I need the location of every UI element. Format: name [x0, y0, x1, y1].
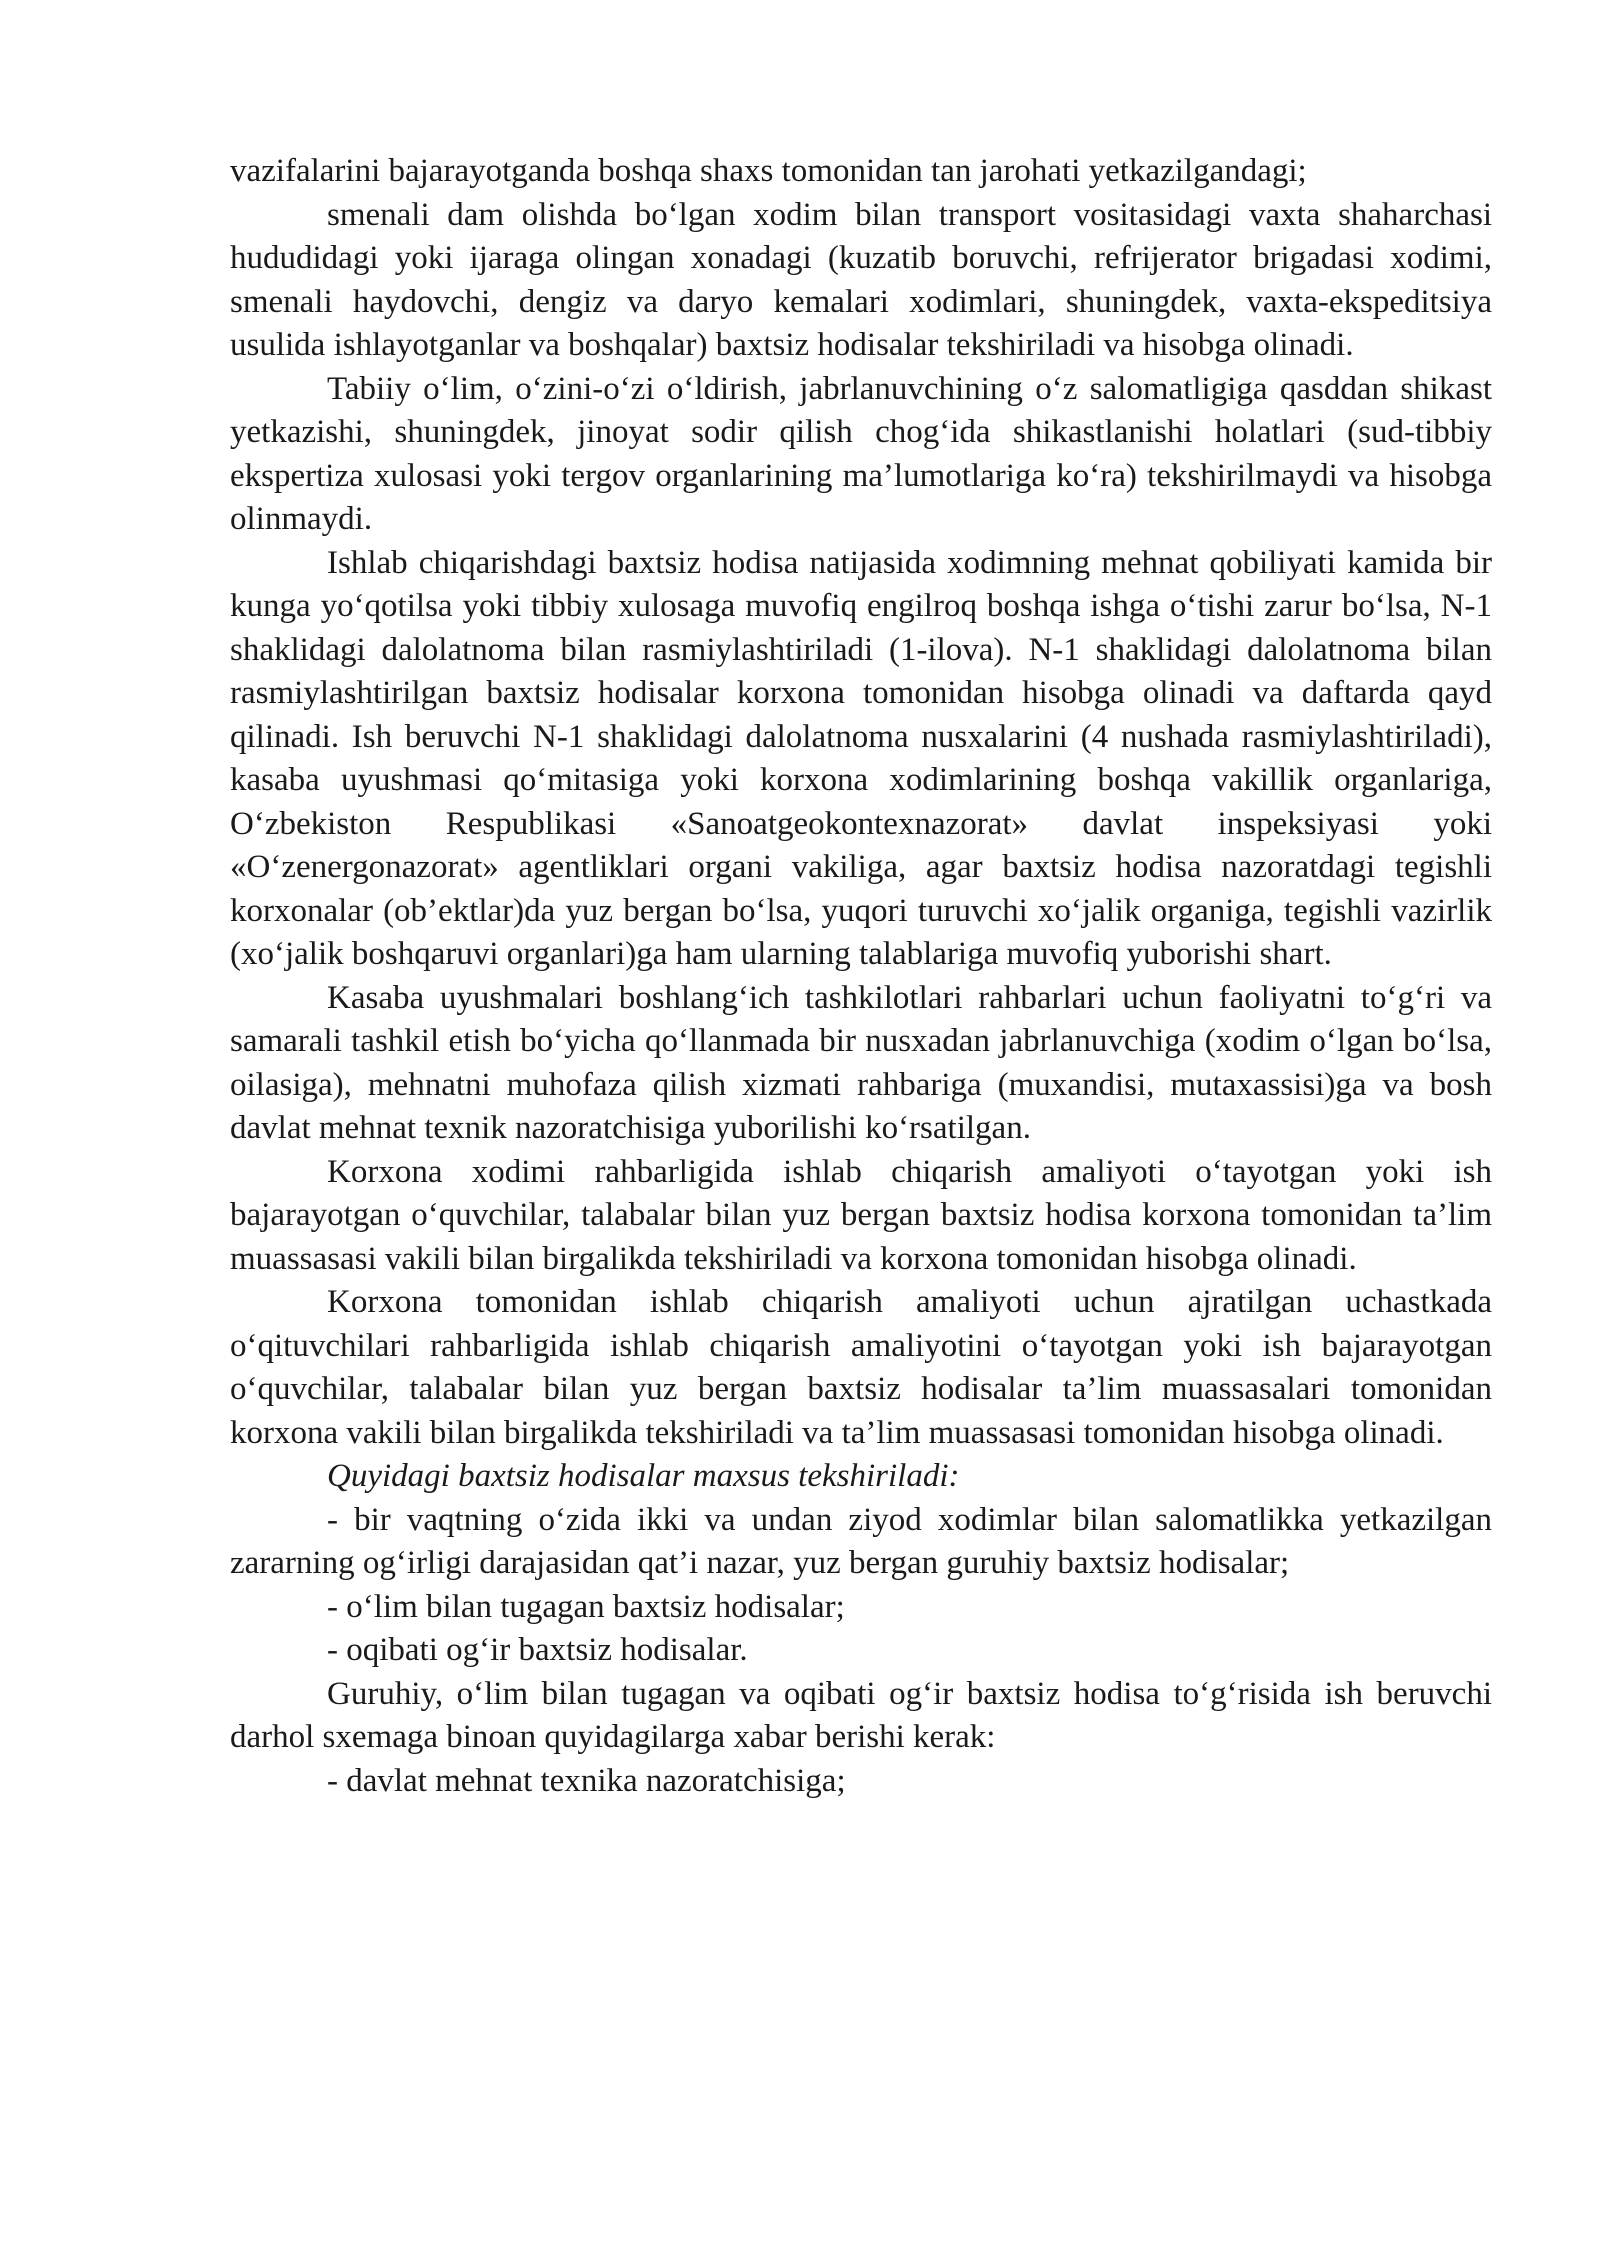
document-page	[230, 150, 1492, 1803]
paragraph-trade-union-guide: Kasaba uyushmalari boshlang‘ich tashkilotlari rahbarlari uchun faoliyatni to‘g‘ri va samarali tashkil etish bo‘yicha qo‘llanmada bir nusxadan jabrlanuvchiga (xodim o‘lgan bo‘lsa, oilasiga), mehnatni muhofaza qilish xizmati rahbariga (muxandisi, mutaxassisi)ga va bosh davlat mehnat texnik nazoratchisiga yuborilishi ko‘rsatilgan.	[230, 979, 1492, 1146]
list-item-fatal-accidents: - o‘lim bilan tugagan baxtsiz hodisalar;	[327, 1588, 845, 1625]
paragraph-notification: Guruhiy, o‘lim bilan tugagan va oqibati og‘ir baxtsiz hodisa to‘g‘risida ish beruvchi darhol sxemaga binoan quyidagilarga xabar berishi kerak:	[230, 1675, 1492, 1755]
paragraph-continuation: vazifalarini bajarayotganda boshqa shaxs tomonidan tan jarohati yetkazilgandagi;	[230, 153, 1307, 189]
list-item-severe-accidents: - oqibati og‘ir baxtsiz hodisalar.	[327, 1632, 748, 1668]
list-item-state-inspector: - davlat mehnat texnika nazoratchisiga;	[327, 1762, 846, 1799]
paragraph-students-education: Korxona tomonidan ishlab chiqarish amaliyoti uchun ajratilgan uchastkada o‘qituvchilari rahbarligida ishlab chiqarish amaliyotini o‘tayotgan yoki ish bajarayotgan o‘quvchilar, talabalar bilan yuz bergan baxtsiz hodisalar ta’lim muassasalari tomonidan korxona vakili bilan birgalikda tekshiriladi va ta’lim muassasasi tomonidan hisobga olinadi.	[230, 1284, 1492, 1451]
paragraph-special-investigation-heading: Quyidagi baxtsiz hodisalar maxsus tekshiriladi:	[327, 1458, 960, 1494]
paragraph-not-investigated: Tabiiy o‘lim, o‘zini-o‘zi o‘ldirish, jabrlanuvchining o‘z salomatligiga qasddan shikast yetkazishi, shuningdek, jinoyat sodir qilish chog‘ida shikastlanishi holatlari (sud-tibbiy ekspertiza xulosasi yoki tergov organlarining ma’lumotlariga ko‘ra) tekshirilmaydi va hisobga olinmaydi.	[230, 370, 1492, 537]
paragraph-shift-workers: smenali dam olishda bo‘lgan xodim bilan transport vositasidagi vaxta shaharchasi hududidagi yoki ijaraga olingan xonadagi (kuzatib boruvchi, refrijerator brigadasi xodimi, smenali haydovchi, dengiz va daryo kemalari xodimlari, shuningdek, vaxta-ekspeditsiya usulida ishlayotganlar va boshqalar) baxtsiz hodisalar tekshiriladi va hisobga olinadi.	[230, 196, 1492, 363]
list-item-group-accidents: - bir vaqtning o‘zida ikki va undan ziyod xodimlar bilan salomatlikka yetkazilgan zararning og‘irligi darajasidan qat’i nazar, yuz bergan guruhiy baxtsiz hodisalar;	[230, 1501, 1492, 1581]
paragraph-n1-form: Ishlab chiqarishdagi baxtsiz hodisa natijasida xodimning mehnat qobiliyati kamida bir kunga yo‘qotilsa yoki tibbiy xulosaga muvofiq engilroq boshqa ishga o‘tishi zarur bo‘lsa, N-1 shaklidagi dalolatnoma bilan rasmiylashtiriladi (1-ilova). N-1 shaklidagi dalolatnoma bilan rasmiylashtirilgan baxtsiz hodisalar korxona tomonidan hisobga olinadi va daftarda qayd qilinadi. Ish beruvchi N-1 shaklidagi dalolatnoma nusxalarini (4 nushada rasmiylashtiriladi), kasaba uyushmasi qo‘mitasiga yoki korxona xodimlarining boshqa vakillik organlariga, O‘zbekiston Respublikasi «Sanoatgeokontexnazorat» davlat inspeksiyasi yoki «O‘zenergonazorat» agentliklari organi vakiliga, agar baxtsiz hodisa nazoratdagi tegishli korxonalar (ob’ektlar)da yuz bergan bo‘lsa, yuqori turuvchi xo‘jalik organiga, tegishli vazirlik (xo‘jalik boshqaruvi organlari)ga ham ularning talablariga muvofiq yuborishi shart.	[230, 544, 1492, 972]
paragraph-students-enterprise: Korxona xodimi rahbarligida ishlab chiqarish amaliyoti o‘tayotgan yoki ish bajarayotgan o‘quvchilar, talabalar bilan yuz bergan baxtsiz hodisa korxona tomonidan ta’lim muassasasi vakili bilan birgalikda tekshiriladi va korxona tomonidan hisobga olinadi.	[230, 1153, 1492, 1277]
